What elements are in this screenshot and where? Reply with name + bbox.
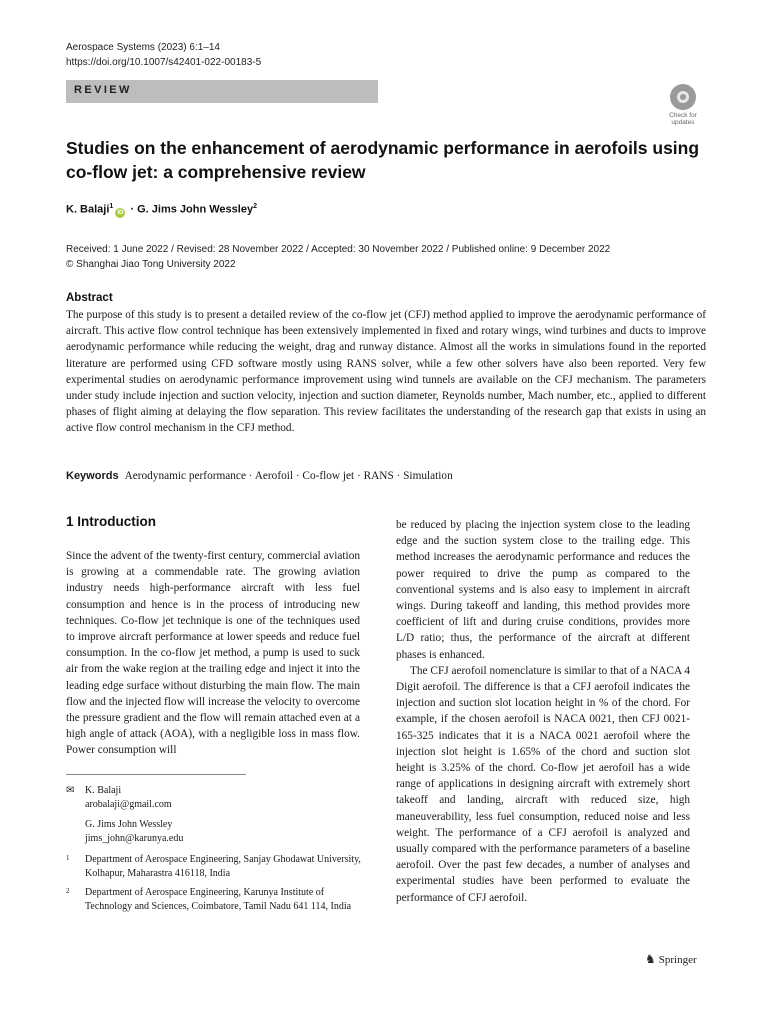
author-list bbox=[66, 203, 257, 218]
paragraph: The CFJ aerofoil nomenclature is similar to that of a NACA 4 Digit aerofoil. The difference is that a CFJ aerofoil indicates the injection and suction slot location height in % of the chord. For example, if the chosen aerofoil is NACA 0021, then CFJ 0021-165-325 indicates that it is a NACA 0021 aerofoil where the injection slot height is 1.65% of the chord and suction slot height is 3.25% of the chord. Co-flow jet aerofoil has a wide range of applications in designing aircraft with extremely short takeoff and landing, aircraft with reduced size, high maneuverability, less fuel consumption, reduced noise and less weight. The performance of a CFJ aerofoil is analyzed and usually compared with the performance parameters of a baseline aerofoil. Over the past few decades, a number of analyses and experimental studies have been performed to evaluate the performance of CFJ aerofoil. bbox=[396, 664, 690, 904]
author-name[interactable]: K. Balaji bbox=[66, 203, 110, 216]
journal-header bbox=[66, 40, 261, 70]
publisher-name: Springer bbox=[658, 954, 697, 966]
paragraph: Since the advent of the twenty-first century, commercial aviation is growing at a commendable rate. The growing aviation industry needs high-performance aircraft with less fuel consumption and hence is in the process of introducing new techniques. Co-flow jet technique is one of the techniques used to improve aircraft performance at lower speeds and reduce fuel consumption. In the co-flow jet method, a pump is used to suck air from the wake region at the trailing edge and inject it into the leading edge surface without disturbing the main flow. The main flow and the injected flow will increase the velocity to overcome the pressure gradient and the flow will remain attached even at a high angle of attack (AOA), with a negligible loss in mass flow. Power consumption will bbox=[66, 550, 360, 757]
check-updates-icon bbox=[670, 84, 696, 110]
affiliation-text: Department of Aerospace Engineering, Karunya Institute of Technology and Sciences, Coimbatore, Tamil Nadu 641 114, India bbox=[85, 887, 352, 912]
orcid-icon[interactable]: iD bbox=[117, 209, 124, 216]
keywords bbox=[66, 470, 453, 482]
keywords-label: Keywords bbox=[66, 470, 119, 482]
affiliation-2 bbox=[66, 886, 366, 914]
abstract-text: The purpose of this study is to present a detailed review of the co-flow jet (CFJ) method applied to improve the aerodynamic performance of aircraft. This active flow control technique has been extensively implemented in fixed and rotary wings, wind turbines and ducts to improve aerodynamic performance while reducing the weight, drag and runway distance. Almost all the works in simulations found in the reported literature are performed using CFD software mostly using RANS solver, while a few other solvers have also been reported. Very few experimental studies on aerodynamic performance improvement using wind tunnels are available on the CFJ mechanism. The parameters under study include injection and suction velocity, injection and suction diameter, Reynolds number, Mach number, etc., applied to different phases of flight aiming at delaying the flow separation. This review facilitates the understanding of the research gap that exists in using an active flow control mechanism in the CFJ method. bbox=[66, 309, 706, 435]
paper-title: Studies on the enhancement of aerodynamic performance in aerofoils using co-flow jet: a comprehensive review bbox=[66, 138, 700, 182]
affiliation-ref: 2 bbox=[253, 203, 257, 210]
keywords-list: Aerodynamic performance · Aerofoil · Co-flow jet · RANS · Simulation bbox=[124, 470, 453, 482]
check-updates-line1: Check for bbox=[669, 112, 697, 119]
paragraph: be reduced by placing the injection system close to the leading edge and the suction system close to the trailing edge. This method increases the aerodynamic performance and reduces the power required to drive the pump as compared to the conventional systems and is also easy to implement in aircraft wings. During takeoff and landing, this method provides more coefficient of lift and during cruise conditions, provides more L/D ratio; thus, the performance of the aircraft at different phases is enhanced. bbox=[396, 519, 690, 661]
envelope-icon: ✉ bbox=[66, 785, 75, 796]
abstract-heading: Abstract bbox=[66, 292, 113, 304]
doi-link[interactable]: https://doi.org/10.1007/s42401-022-00183-5 bbox=[66, 57, 262, 68]
check-updates-line2: updates bbox=[671, 119, 695, 126]
footnote-divider bbox=[66, 774, 246, 775]
affiliation-1 bbox=[66, 853, 366, 881]
copyright: © Shanghai Jiao Tong University 2022 bbox=[66, 259, 236, 270]
corresponding-authors bbox=[66, 784, 183, 846]
publisher-logo bbox=[645, 952, 697, 967]
affiliation-number: 2 bbox=[66, 887, 70, 895]
section-heading-introduction: 1 Introduction bbox=[66, 514, 156, 529]
contact-email[interactable]: arobalaji@gmail.com bbox=[85, 799, 172, 810]
springer-horse-icon: ♞ bbox=[645, 952, 656, 966]
check-for-updates-badge[interactable] bbox=[664, 84, 702, 126]
author-separator: · bbox=[130, 203, 135, 216]
article-history: Received: 1 June 2022 / Revised: 28 November 2022 / Accepted: 30 November 2022 / Published online: 9 December 2022 bbox=[66, 244, 611, 255]
affiliation-ref: 1 bbox=[109, 203, 114, 210]
body-column-right bbox=[396, 517, 690, 906]
section-label: REVIEW bbox=[74, 84, 132, 96]
body-column-left bbox=[66, 548, 360, 759]
contact-name: G. Jims John Wessley bbox=[85, 819, 173, 830]
publication-dates bbox=[66, 242, 610, 272]
affiliation-text: Department of Aerospace Engineering, Sanjay Ghodawat University, Kolhapur, Maharastra 416118, India bbox=[85, 854, 361, 879]
affiliation-number: 1 bbox=[66, 854, 70, 862]
journal-citation: Aerospace Systems (2023) 6:1–14 bbox=[66, 42, 220, 53]
contact-name: K. Balaji bbox=[85, 785, 122, 796]
author-name[interactable]: G. Jims John Wessley bbox=[137, 203, 254, 216]
contact-email[interactable]: jims_john@karunya.edu bbox=[85, 833, 184, 844]
